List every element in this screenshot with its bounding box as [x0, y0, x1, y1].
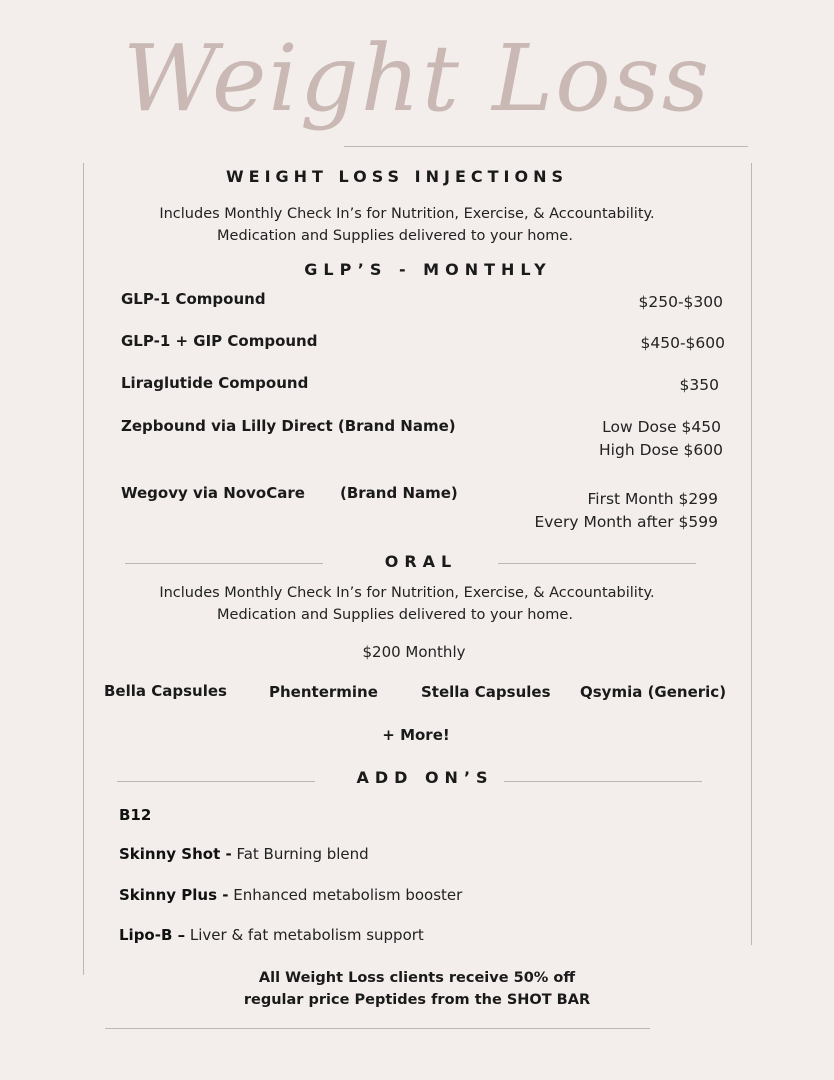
- addon-skinny-plus-desc: Enhanced metabolism booster: [233, 886, 463, 904]
- item-glp1: GLP-1 Compound: [121, 290, 266, 308]
- item-wegovy: Wegovy via NovoCare: [121, 484, 305, 502]
- price-zepbound-high: High Dose $600: [599, 441, 723, 459]
- addon-lipo-b-name: Lipo-B –: [119, 926, 186, 944]
- price-glp1-gip: $450-$600: [640, 334, 725, 352]
- price-zepbound-low: Low Dose $450: [602, 418, 721, 436]
- item-glp1-gip: GLP-1 + GIP Compound: [121, 332, 318, 350]
- bottom-border: [105, 1028, 650, 1029]
- addon-skinny-shot-desc: Fat Burning blend: [236, 845, 369, 863]
- title-underline: [344, 146, 748, 147]
- oral-item-phentermine: Phentermine: [269, 683, 378, 701]
- item-zepbound: Zepbound via Lilly Direct (Brand Name): [121, 417, 456, 435]
- page-title: Weight Loss: [122, 25, 712, 132]
- addon-lipo-b: [119, 926, 424, 944]
- price-glp1: $250-$300: [638, 293, 723, 311]
- addon-lipo-b-desc: Liver & fat metabolism support: [189, 926, 424, 944]
- glps-monthly-heading: GLP’S - MONTHLY: [304, 260, 552, 279]
- footer-line1: All Weight Loss clients receive 50% off: [258, 970, 576, 986]
- item-liraglutide: Liraglutide Compound: [121, 374, 309, 392]
- price-liraglutide: $350: [679, 376, 719, 394]
- oral-item-bella: Bella Capsules: [104, 682, 227, 700]
- addon-skinny-plus-name: Skinny Plus -: [119, 886, 229, 904]
- price-wegovy-first: First Month $299: [587, 490, 718, 508]
- oral-item-qsymia: Qsymia (Generic): [580, 683, 727, 701]
- addon-skinny-plus: [119, 886, 462, 904]
- footer-line2: regular price Peptides from the SHOT BAR: [243, 992, 591, 1008]
- injections-desc-line2: Medication and Supplies delivered to your home.: [217, 228, 573, 244]
- oral-price: $200 Monthly: [362, 643, 466, 661]
- addon-b12-name: B12: [119, 806, 152, 824]
- oral-item-stella: Stella Capsules: [421, 683, 551, 701]
- oral-heading: ORAL: [384, 552, 458, 571]
- addon-b12: [119, 806, 151, 824]
- addon-skinny-shot: [119, 845, 369, 863]
- injections-desc-line1: Includes Monthly Check In’s for Nutrition, Exercise, & Accountability.: [159, 206, 655, 222]
- oral-desc-line1: Includes Monthly Check In’s for Nutrition, Exercise, & Accountability.: [159, 585, 655, 601]
- oral-more: + More!: [382, 726, 450, 744]
- oral-desc-line2: Medication and Supplies delivered to your home.: [217, 607, 573, 623]
- addon-skinny-shot-name: Skinny Shot -: [119, 845, 232, 863]
- price-wegovy-after: Every Month after $599: [534, 513, 718, 531]
- injections-heading: WEIGHT LOSS INJECTIONS: [225, 167, 568, 186]
- item-wegovy-brand: (Brand Name): [340, 484, 458, 502]
- addons-heading: ADD ON’S: [356, 768, 494, 787]
